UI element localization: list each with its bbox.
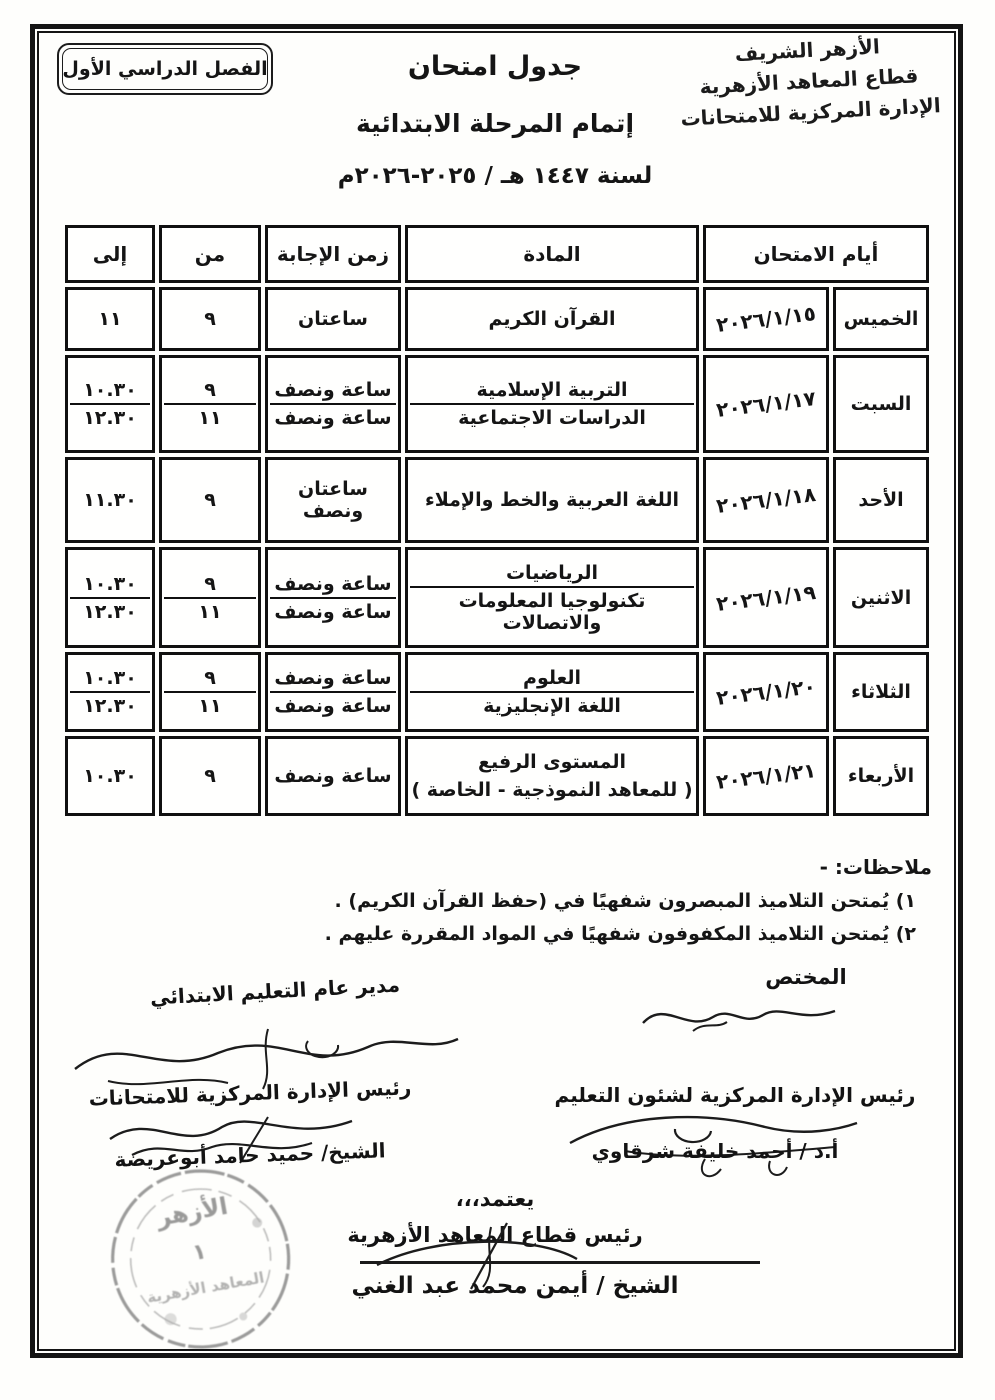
page-year-line: لسنة ١٤٤٧ هـ / ٢٠٢٥-٢٠٢٦م <box>337 163 653 189</box>
subject-cell: القرآن الكريم <box>405 287 699 351</box>
date-value: ٢٠٢٦/١/٢١ <box>714 757 818 795</box>
subject-main: المستوى الرفيع <box>477 750 627 773</box>
primary-education-director-title: مدير عام التعليم الابتدائي <box>149 972 401 1010</box>
duration-1: ساعة ونصف <box>274 379 392 401</box>
col-header-to: إلى <box>65 225 155 283</box>
education-affairs-head-name: أ.د / أحمد خليفة شرقاوي <box>591 1139 839 1163</box>
day-cell: الأربعاء <box>833 736 929 816</box>
from-cell <box>159 652 261 732</box>
duration-cell <box>265 355 401 453</box>
duration-1: ساعة ونصف <box>274 572 392 595</box>
stamp-text-top: الأزهر <box>154 1191 230 1232</box>
subject-cell: اللغة العربية والخط والإملاء <box>405 457 699 543</box>
to-cell <box>65 355 155 453</box>
table-header-row <box>65 225 929 283</box>
letterhead-line2: قطاع المعاهد الأزهرية <box>699 63 919 99</box>
day-cell: الخميس <box>833 287 929 351</box>
col-header-duration: زمن الإجابة <box>265 225 401 283</box>
azhar-institutes-sector-head-title: رئيس قطاع المعاهد الأزهرية <box>347 1223 643 1247</box>
from-cell: ٩ <box>159 736 261 816</box>
document-title-block <box>235 51 755 189</box>
duration-cell: ساعتان <box>265 287 401 351</box>
table-row-thursday <box>65 287 929 351</box>
from-cell: ٩ <box>159 457 261 543</box>
from-1: ٩ <box>204 572 216 595</box>
to-2: ١٢.٣٠ <box>70 597 150 625</box>
duration-cell: ساعة ونصف <box>265 736 401 816</box>
letterhead-line1: الأزهر الشريف <box>734 34 881 66</box>
table-row-sunday <box>65 457 929 543</box>
to-cell: ١١ <box>65 287 155 351</box>
duration-2: ساعة ونصف <box>270 597 396 625</box>
to-1: ١٠.٣٠ <box>83 572 137 595</box>
col-header-subject: المادة <box>405 225 699 283</box>
duration-2: ساعة ونصف <box>270 403 396 431</box>
from-2: ١١ <box>164 691 256 719</box>
specialist-signature <box>635 991 850 1049</box>
subject-cell <box>405 736 699 816</box>
approval-label: يعتمد،،، <box>455 1187 535 1211</box>
semester-label: الفصل الدراسي الأول <box>62 58 268 80</box>
from-2: ١١ <box>164 403 256 431</box>
exams-administration-head-name: الشيخ/ حميد حامد أبوعريضة <box>114 1138 386 1172</box>
specialist-title: المختص <box>765 965 847 989</box>
date-value: ٢٠٢٦/١/١٨ <box>714 481 818 519</box>
to-2: ١٢.٣٠ <box>70 691 150 719</box>
to-cell <box>65 547 155 648</box>
subject-2: اللغة الإنجليزية <box>410 691 694 719</box>
date-cell <box>703 547 829 648</box>
date-cell <box>703 652 829 732</box>
notes-heading: ملاحظات: - <box>819 855 932 879</box>
table-row-wednesday <box>65 736 929 816</box>
letterhead-line3: الإدارة المركزية للامتحانات <box>679 93 942 131</box>
date-cell <box>703 736 829 816</box>
from-cell <box>159 355 261 453</box>
education-affairs-head-title: رئيس الإدارة المركزية لشئون التعليم <box>554 1083 916 1107</box>
stamp-text-number: ١ <box>190 1239 209 1267</box>
exams-administration-head-title: رئيس الإدارة المركزية للامتحانات <box>88 1075 412 1111</box>
page-border-frame <box>30 24 963 1358</box>
date-cell <box>703 287 829 351</box>
date-cell <box>703 355 829 453</box>
table-row-saturday <box>65 355 929 453</box>
to-2: ١٢.٣٠ <box>70 403 150 431</box>
table-row-monday <box>65 547 929 648</box>
subject-1: التربية الإسلامية <box>476 379 628 401</box>
exam-schedule-table <box>61 221 933 820</box>
day-cell: السبت <box>833 355 929 453</box>
subject-cell <box>405 547 699 648</box>
note-item-1: ١) يُمتحن التلاميذ المبصرون شفهيًا في (حفظ القرآن الكريم) . <box>334 890 916 912</box>
note-item-2: ٢) يُمتحن التلاميذ المكفوفون شفهيًا في المواد المقررة عليهم . <box>324 923 916 946</box>
official-round-stamp <box>87 1147 314 1374</box>
to-cell <box>65 652 155 732</box>
subject-2: الدراسات الاجتماعية <box>410 403 694 431</box>
page-subtitle: إتمام المرحلة الابتدائية <box>355 109 635 138</box>
subject-1: العلوم <box>523 667 581 689</box>
subject-cell <box>405 652 699 732</box>
date-value: ٢٠٢٦/١/٢٠ <box>714 673 818 711</box>
from-1: ٩ <box>204 379 216 401</box>
subject-cell <box>405 355 699 453</box>
col-header-from: من <box>159 225 261 283</box>
to-cell: ١٠.٣٠ <box>65 736 155 816</box>
to-cell: ١١.٣٠ <box>65 457 155 543</box>
to-1: ١٠.٣٠ <box>83 379 137 401</box>
notes-section <box>292 855 932 952</box>
day-cell: الثلاثاء <box>833 652 929 732</box>
date-value: ٢٠٢٦/١/١٩ <box>714 579 818 616</box>
date-value: ٢٠٢٦/١/١٧ <box>714 385 818 423</box>
duration-cell <box>265 652 401 732</box>
from-2: ١١ <box>164 597 256 625</box>
date-value: ٢٠٢٦/١/١٥ <box>714 300 818 338</box>
to-1: ١٠.٣٠ <box>83 667 137 689</box>
subject-note: ( للمعاهد النموذجية - الخاصة ) <box>411 779 693 801</box>
from-cell: ٩ <box>159 287 261 351</box>
duration-1: ساعة ونصف <box>274 667 392 689</box>
date-cell <box>703 457 829 543</box>
day-cell: الأحد <box>833 457 929 543</box>
from-cell <box>159 547 261 648</box>
subject-2: تكنولوجيا المعلومات والاتصالات <box>410 586 694 636</box>
duration-cell <box>265 547 401 648</box>
azhar-institutes-sector-head-name: الشيخ / أيمن محمد عبد الغني <box>351 1273 679 1299</box>
day-cell: الاثنين <box>833 547 929 648</box>
subject-1: الرياضيات <box>505 561 599 584</box>
duration-cell: ساعتان ونصف <box>265 457 401 543</box>
stamp-text-line: المعاهد الأزهرية <box>145 1268 266 1307</box>
page-title: جدول امتحان <box>407 51 583 82</box>
table-row-tuesday <box>65 652 929 732</box>
duration-2: ساعة ونصف <box>270 691 396 719</box>
from-1: ٩ <box>204 667 216 689</box>
col-header-exam-days: أيام الامتحان <box>703 225 929 283</box>
